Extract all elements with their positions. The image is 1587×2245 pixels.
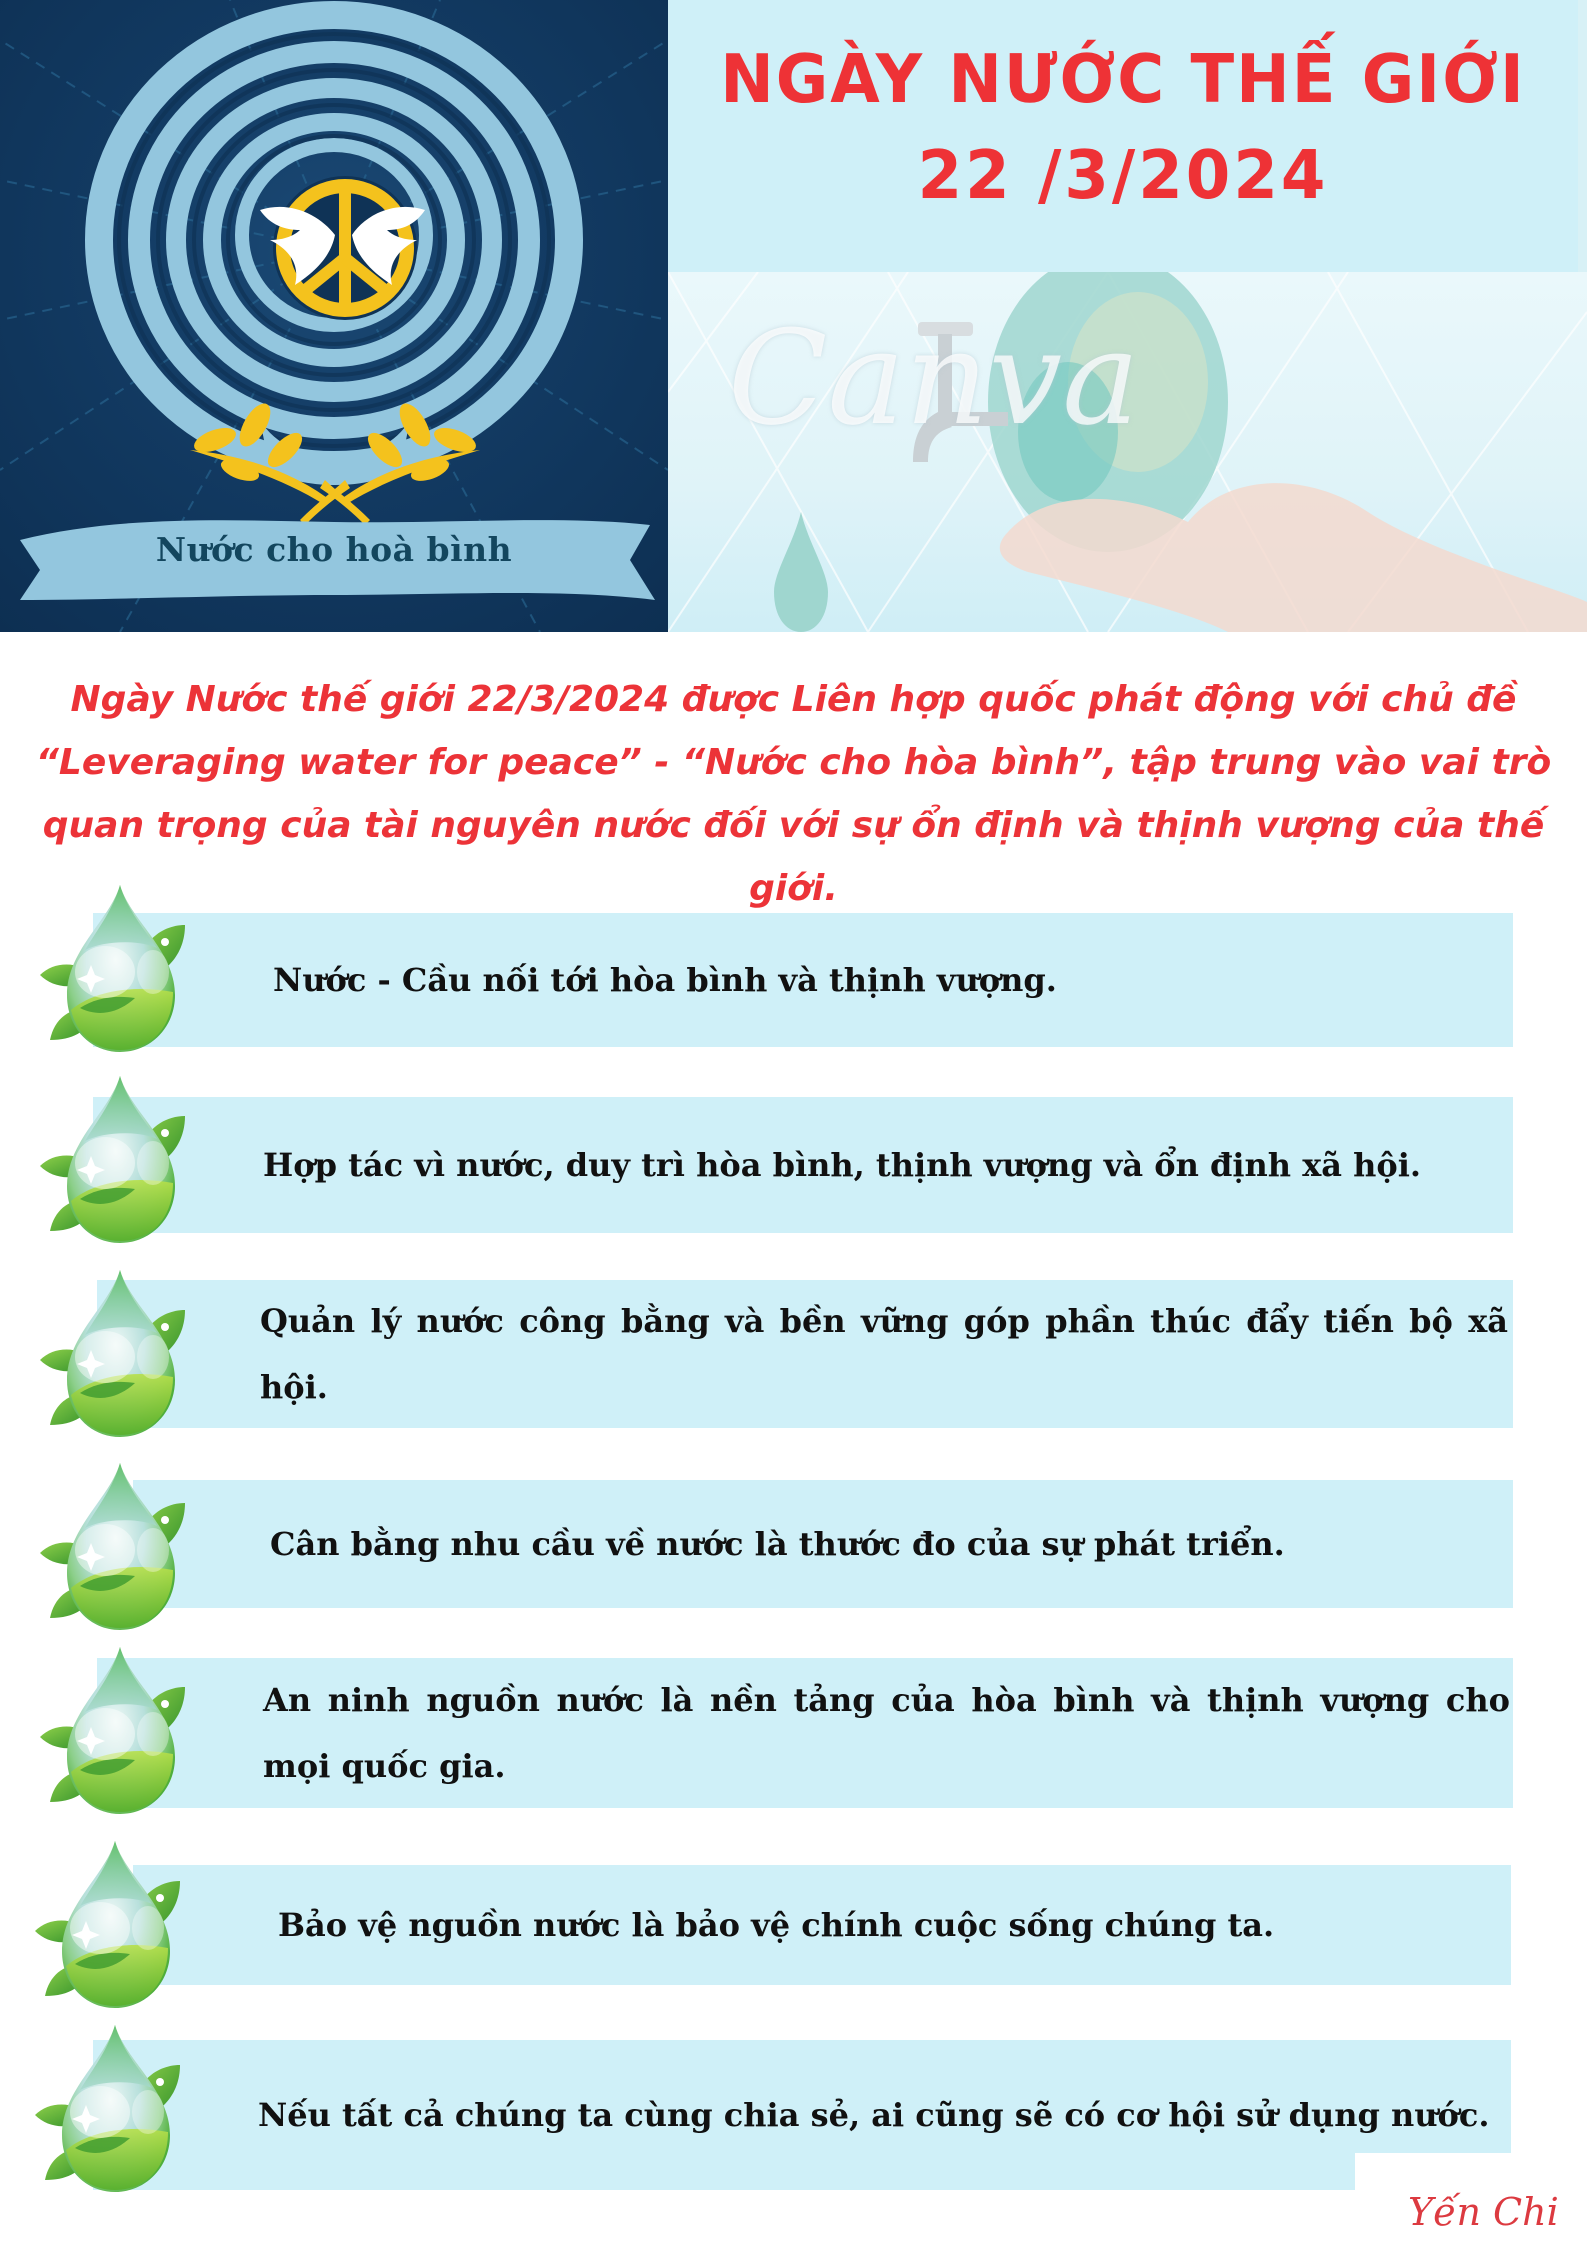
list-item	[133, 1480, 1513, 1608]
list-item-text: An ninh nguồn nước là nền tảng của hòa bình và thịnh vượng cho mọi quốc gia.	[263, 1681, 1510, 1785]
water-drop-leaf-icon	[30, 1836, 200, 2011]
title-box-edge	[1578, 0, 1587, 272]
intro-line: quan trọng của tài nguyên nước đối với sự ổn định và thịnh vượng của thế giới.	[42, 805, 1545, 909]
author-signature: Yến Chi	[1408, 2190, 1559, 2234]
list-item-text: Hợp tác vì nước, duy trì hòa bình, thịnh vượng và ổn định xã hội.	[263, 1146, 1422, 1184]
list-item-text: Nước - Cầu nối tới hòa bình và thịnh vượng.	[273, 961, 1057, 999]
intro-paragraph	[0, 668, 1587, 920]
list-item	[133, 1865, 1511, 1985]
water-drop-leaf-icon	[35, 880, 205, 1055]
list-item	[97, 1658, 1513, 1808]
hero-image-earth-in-hand	[668, 272, 1587, 632]
intro-line: “Leveraging water for peace” - “Nước cho hòa bình”, tập trung vào vai trò	[35, 742, 1552, 783]
water-drop-leaf-icon	[30, 2020, 200, 2195]
list-item-text: Cân bằng nhu cầu về nước là thước đo của sự phát triển.	[270, 1525, 1285, 1563]
list-item	[97, 1280, 1513, 1428]
water-drop-leaf-icon	[35, 1265, 205, 1440]
list-item-text: Quản lý nước công bằng và bền vững góp phần thúc đẩy tiến bộ xã hội.	[260, 1302, 1508, 1406]
list-item-text: Nếu tất cả chúng ta cùng chia sẻ, ai cũng sẽ có cơ hội sử dụng nước.	[258, 2096, 1490, 2134]
ribbon-text: Nước cho hoà bình	[155, 530, 513, 569]
watermark-text: Canva	[728, 302, 1140, 454]
water-drop-leaf-icon	[35, 1458, 205, 1633]
list-item	[93, 913, 1513, 1047]
water-drop-leaf-icon	[35, 1642, 205, 1817]
water-drop-leaf-icon	[35, 1071, 205, 1246]
list-item-text: Bảo vệ nguồn nước là bảo vệ chính cuộc sống chúng ta.	[278, 1906, 1275, 1944]
title-box	[668, 0, 1578, 272]
intro-line: Ngày Nước thế giới 22/3/2024 được Liên hợp quốc phát động với chủ đề	[70, 679, 1517, 720]
page-title: NGÀY NƯỚC THẾ GIỚI	[720, 41, 1526, 119]
page-date: 22 /3/2024	[917, 137, 1329, 215]
list-item	[93, 2040, 1511, 2190]
poster-image-water-for-peace	[0, 0, 668, 632]
list-item	[93, 1097, 1513, 1233]
